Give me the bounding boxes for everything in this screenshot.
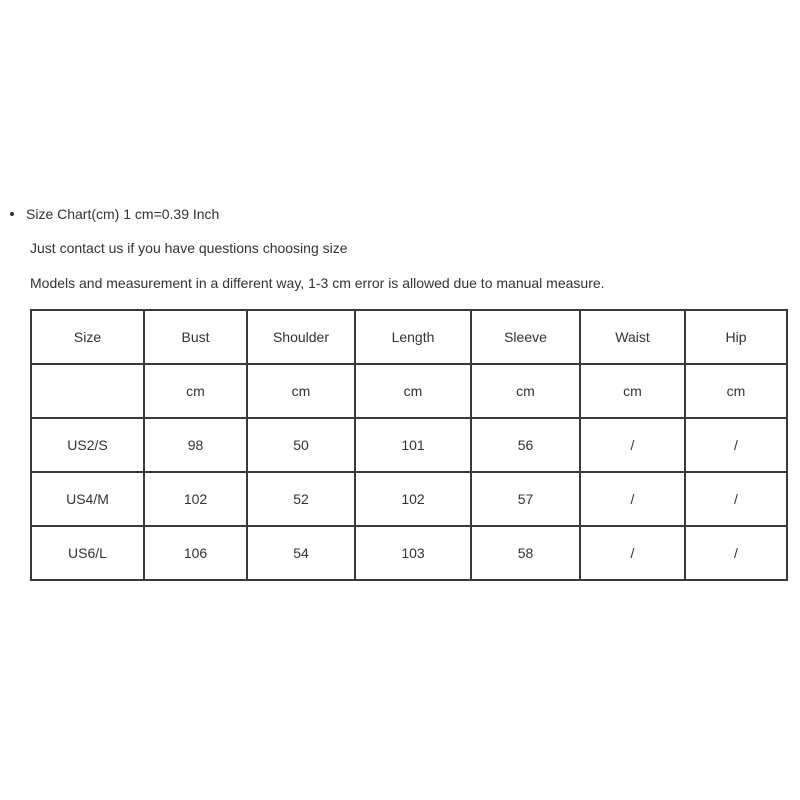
header-cell-waist: Waist (580, 310, 685, 364)
unit-cell: cm (471, 364, 580, 418)
table-cell: 98 (144, 418, 247, 472)
unit-cell: cm (247, 364, 355, 418)
unit-cell: cm (580, 364, 685, 418)
size-chart-title (10, 203, 219, 225)
table-cell: 58 (471, 526, 580, 580)
unit-cell: cm (685, 364, 787, 418)
table-cell: / (580, 418, 685, 472)
size-chart-title-text: Size Chart(cm) 1 cm=0.39 Inch (26, 206, 220, 222)
table-unit-row (31, 364, 787, 418)
header-cell-bust: Bust (144, 310, 247, 364)
header-cell-sleeve: Sleeve (471, 310, 580, 364)
unit-cell: cm (144, 364, 247, 418)
table-cell: US4/M (31, 472, 144, 526)
measurement-note: Models and measurement in a different way, 1-3 cm error is allowed due to manual measure. (30, 275, 605, 291)
table-cell: 101 (355, 418, 471, 472)
table-row (31, 472, 787, 526)
table-cell: 103 (355, 526, 471, 580)
size-chart-table (30, 309, 788, 581)
table-cell: / (685, 418, 787, 472)
unit-cell: cm (355, 364, 471, 418)
table-cell: 56 (471, 418, 580, 472)
header-cell-shoulder: Shoulder (247, 310, 355, 364)
table-cell: / (685, 472, 787, 526)
table-cell: / (580, 526, 685, 580)
table-row (31, 418, 787, 472)
header-cell-size: Size (31, 310, 144, 364)
table-cell: / (685, 526, 787, 580)
table-cell: 50 (247, 418, 355, 472)
table-cell: / (580, 472, 685, 526)
table-cell: 52 (247, 472, 355, 526)
bullet-icon (10, 212, 14, 216)
table-cell: 102 (355, 472, 471, 526)
header-cell-hip: Hip (685, 310, 787, 364)
table-cell: 106 (144, 526, 247, 580)
table-row (31, 526, 787, 580)
unit-cell (31, 364, 144, 418)
header-cell-length: Length (355, 310, 471, 364)
table-cell: 54 (247, 526, 355, 580)
table-cell: US2/S (31, 418, 144, 472)
table-cell: 57 (471, 472, 580, 526)
table-header-row (31, 310, 787, 364)
table-cell: US6/L (31, 526, 144, 580)
contact-note: Just contact us if you have questions choosing size (30, 240, 348, 256)
table-cell: 102 (144, 472, 247, 526)
